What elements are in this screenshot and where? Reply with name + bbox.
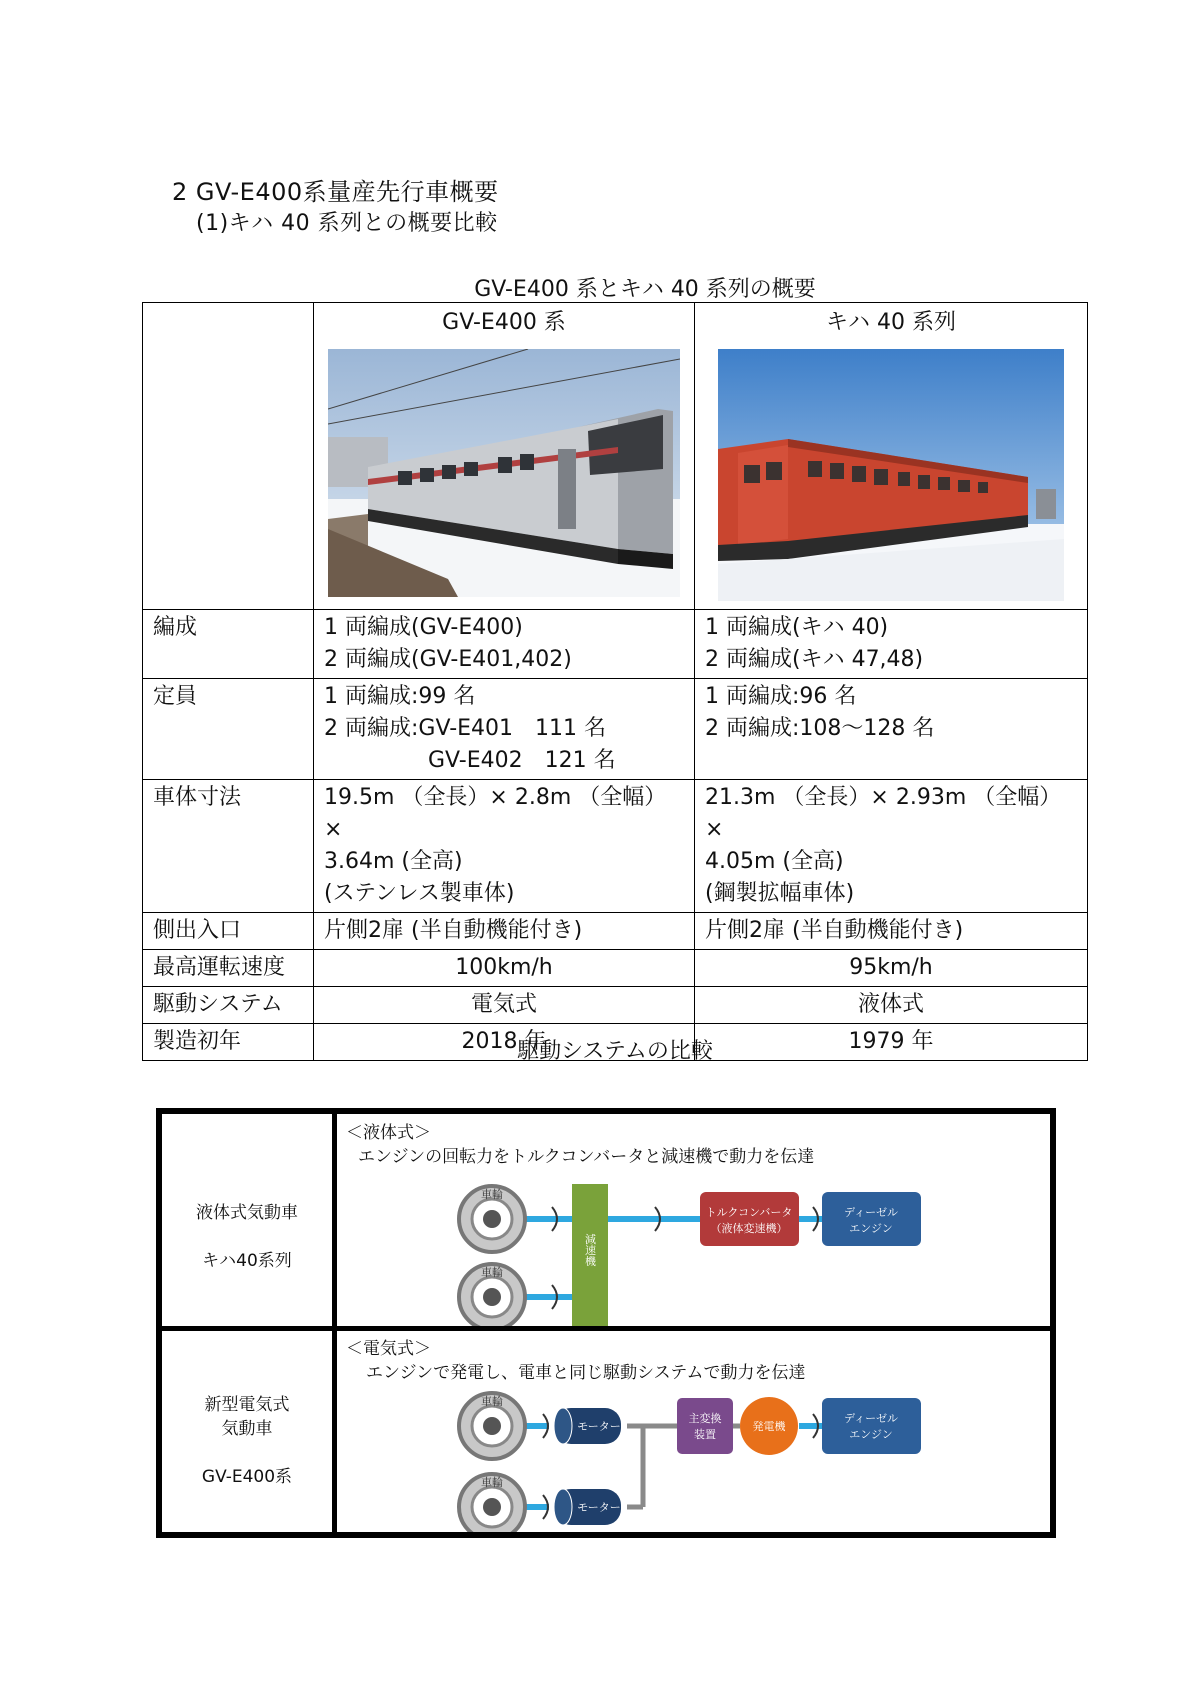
hydraulic-label-2: キハ40系列 xyxy=(202,1251,292,1271)
cell-line: 19.5m （全長）× 2.8m （全幅）× xyxy=(324,785,667,842)
hydraulic-desc: エンジンの回転力をトルクコンバータと減速機で動力を伝達 xyxy=(358,1147,815,1167)
table-caption: GV-E400 系とキハ 40 系列の概要 xyxy=(474,277,816,302)
cell-line: 3.64m (全高) xyxy=(324,849,463,874)
row-label: 定員 xyxy=(143,679,314,780)
cell-line: (鋼製拡幅車体) xyxy=(705,881,855,906)
row-label: 最高運転速度 xyxy=(143,950,314,987)
table-cell xyxy=(695,679,1088,780)
svg-text:車輪: 車輪 xyxy=(481,1395,503,1408)
electric-desc: エンジンで発電し、電車と同じ駆動システムで動力を伝達 xyxy=(366,1363,806,1383)
motor-block xyxy=(554,1408,621,1444)
row-label: 車体寸法 xyxy=(143,780,314,913)
svg-text:発電機: 発電機 xyxy=(752,1420,786,1433)
wheel-icon xyxy=(459,1264,525,1326)
generator-block xyxy=(740,1397,798,1455)
diagram-caption: 駆動システムの比較 xyxy=(517,1039,713,1064)
motor-block xyxy=(554,1489,621,1525)
table-header-row xyxy=(143,303,1088,610)
svg-text:減速機: 減速機 xyxy=(583,1233,597,1267)
svg-text:車輪: 車輪 xyxy=(481,1476,503,1489)
table-cell: 100km/h xyxy=(314,950,695,987)
column-title-kiha40: キハ 40 系列 xyxy=(826,310,956,335)
cell-line: 2 両編成:GV-E401 111 名 xyxy=(324,716,607,741)
table-cell xyxy=(695,610,1088,679)
main-converter-block xyxy=(677,1398,733,1454)
table-cell: 液体式 xyxy=(695,987,1088,1024)
column-title-gv-e400: GV-E400 系 xyxy=(442,310,566,335)
electric-label-1: 新型電気式 xyxy=(204,1395,290,1415)
cell-line: 2 両編成(GV-E401,402) xyxy=(324,647,572,672)
section-heading: 2 GV-E400系量産先行車概要 xyxy=(172,178,499,206)
reducer-block xyxy=(572,1184,608,1326)
table-cell: 電気式 xyxy=(314,987,695,1024)
subsection-heading: (1)キハ 40 系列との概要比較 xyxy=(196,211,498,236)
horizontal-divider xyxy=(162,1326,1050,1331)
svg-text:ディーゼル: ディーゼル xyxy=(844,1412,898,1425)
table-cell: 95km/h xyxy=(695,950,1088,987)
svg-text:トルクコンバータ: トルクコンバータ xyxy=(705,1206,793,1219)
wheel-icon xyxy=(459,1393,525,1459)
table-row xyxy=(143,987,1088,1024)
table-row xyxy=(143,679,1088,780)
table-row xyxy=(143,610,1088,679)
cell-line: 1 両編成:96 名 xyxy=(705,684,857,709)
kiha40-photo xyxy=(718,349,1064,601)
row-label: 編成 xyxy=(143,610,314,679)
wheel-icon xyxy=(459,1186,525,1252)
svg-text:ディーゼル: ディーゼル xyxy=(844,1206,898,1219)
svg-text:モーター: モーター xyxy=(577,1501,621,1514)
svg-text:主変換: 主変換 xyxy=(688,1412,722,1425)
electric-label-2: 気動車 xyxy=(221,1419,273,1439)
diesel-engine-block xyxy=(822,1398,921,1454)
cell-line: 2 両編成:108～128 名 xyxy=(705,716,935,741)
svg-text:車輪: 車輪 xyxy=(481,1266,503,1279)
empty-header-cell xyxy=(143,303,314,610)
hydraulic-label-1: 液体式気動車 xyxy=(196,1203,298,1223)
cell-line: GV-E402 121 名 xyxy=(428,748,616,773)
cell-line: 1 両編成(キハ 40) xyxy=(705,615,889,640)
gv-e400-header-cell xyxy=(314,303,695,610)
cell-line: 21.3m （全長）× 2.93m （全幅）× xyxy=(705,785,1062,842)
kiha40-header-cell xyxy=(695,303,1088,610)
hydraulic-title: ＜液体式＞ xyxy=(346,1123,431,1143)
comparison-table xyxy=(142,302,1088,1061)
torque-converter-block xyxy=(700,1192,799,1246)
cell-line: 2 両編成(キハ 47,48) xyxy=(705,647,924,672)
table-row xyxy=(143,913,1088,950)
cell-line: 1 両編成:99 名 xyxy=(324,684,476,709)
row-label: 側出入口 xyxy=(143,913,314,950)
table-row xyxy=(143,780,1088,913)
svg-text:エンジン: エンジン xyxy=(849,1222,893,1235)
table-cell: 片側2扉 (半自動機能付き) xyxy=(314,913,695,950)
table-cell xyxy=(314,679,695,780)
wheel-icon xyxy=(459,1474,525,1532)
svg-text:エンジン: エンジン xyxy=(849,1428,893,1441)
table-cell: 片側2扉 (半自動機能付き) xyxy=(695,913,1088,950)
table-cell xyxy=(695,780,1088,913)
table-cell xyxy=(314,610,695,679)
table-cell xyxy=(314,780,695,913)
svg-text:車輪: 車輪 xyxy=(481,1188,503,1201)
table-row xyxy=(143,950,1088,987)
drive-system-diagram xyxy=(156,1108,1056,1538)
gv-e400-photo xyxy=(328,349,680,597)
svg-text:（液体変速機）: （液体変速機） xyxy=(710,1222,788,1235)
svg-text:装置: 装置 xyxy=(694,1428,716,1441)
electric-diagram xyxy=(337,1386,1037,1532)
row-label: 製造初年 xyxy=(143,1024,314,1061)
cell-line: (ステンレス製車体) xyxy=(324,881,515,906)
row-label: 駆動システム xyxy=(143,987,314,1024)
hydraulic-diagram xyxy=(337,1170,1037,1326)
diesel-engine-block xyxy=(822,1192,921,1246)
cell-line: 4.05m (全高) xyxy=(705,849,844,874)
table-cell: 1979 年 xyxy=(695,1024,1088,1061)
table-cell: 2018 年 xyxy=(314,1024,695,1061)
electric-title: ＜電気式＞ xyxy=(346,1339,431,1359)
svg-text:モーター: モーター xyxy=(577,1420,621,1433)
cell-line: 1 両編成(GV-E400) xyxy=(324,615,523,640)
electric-label-3: GV-E400系 xyxy=(201,1467,293,1487)
